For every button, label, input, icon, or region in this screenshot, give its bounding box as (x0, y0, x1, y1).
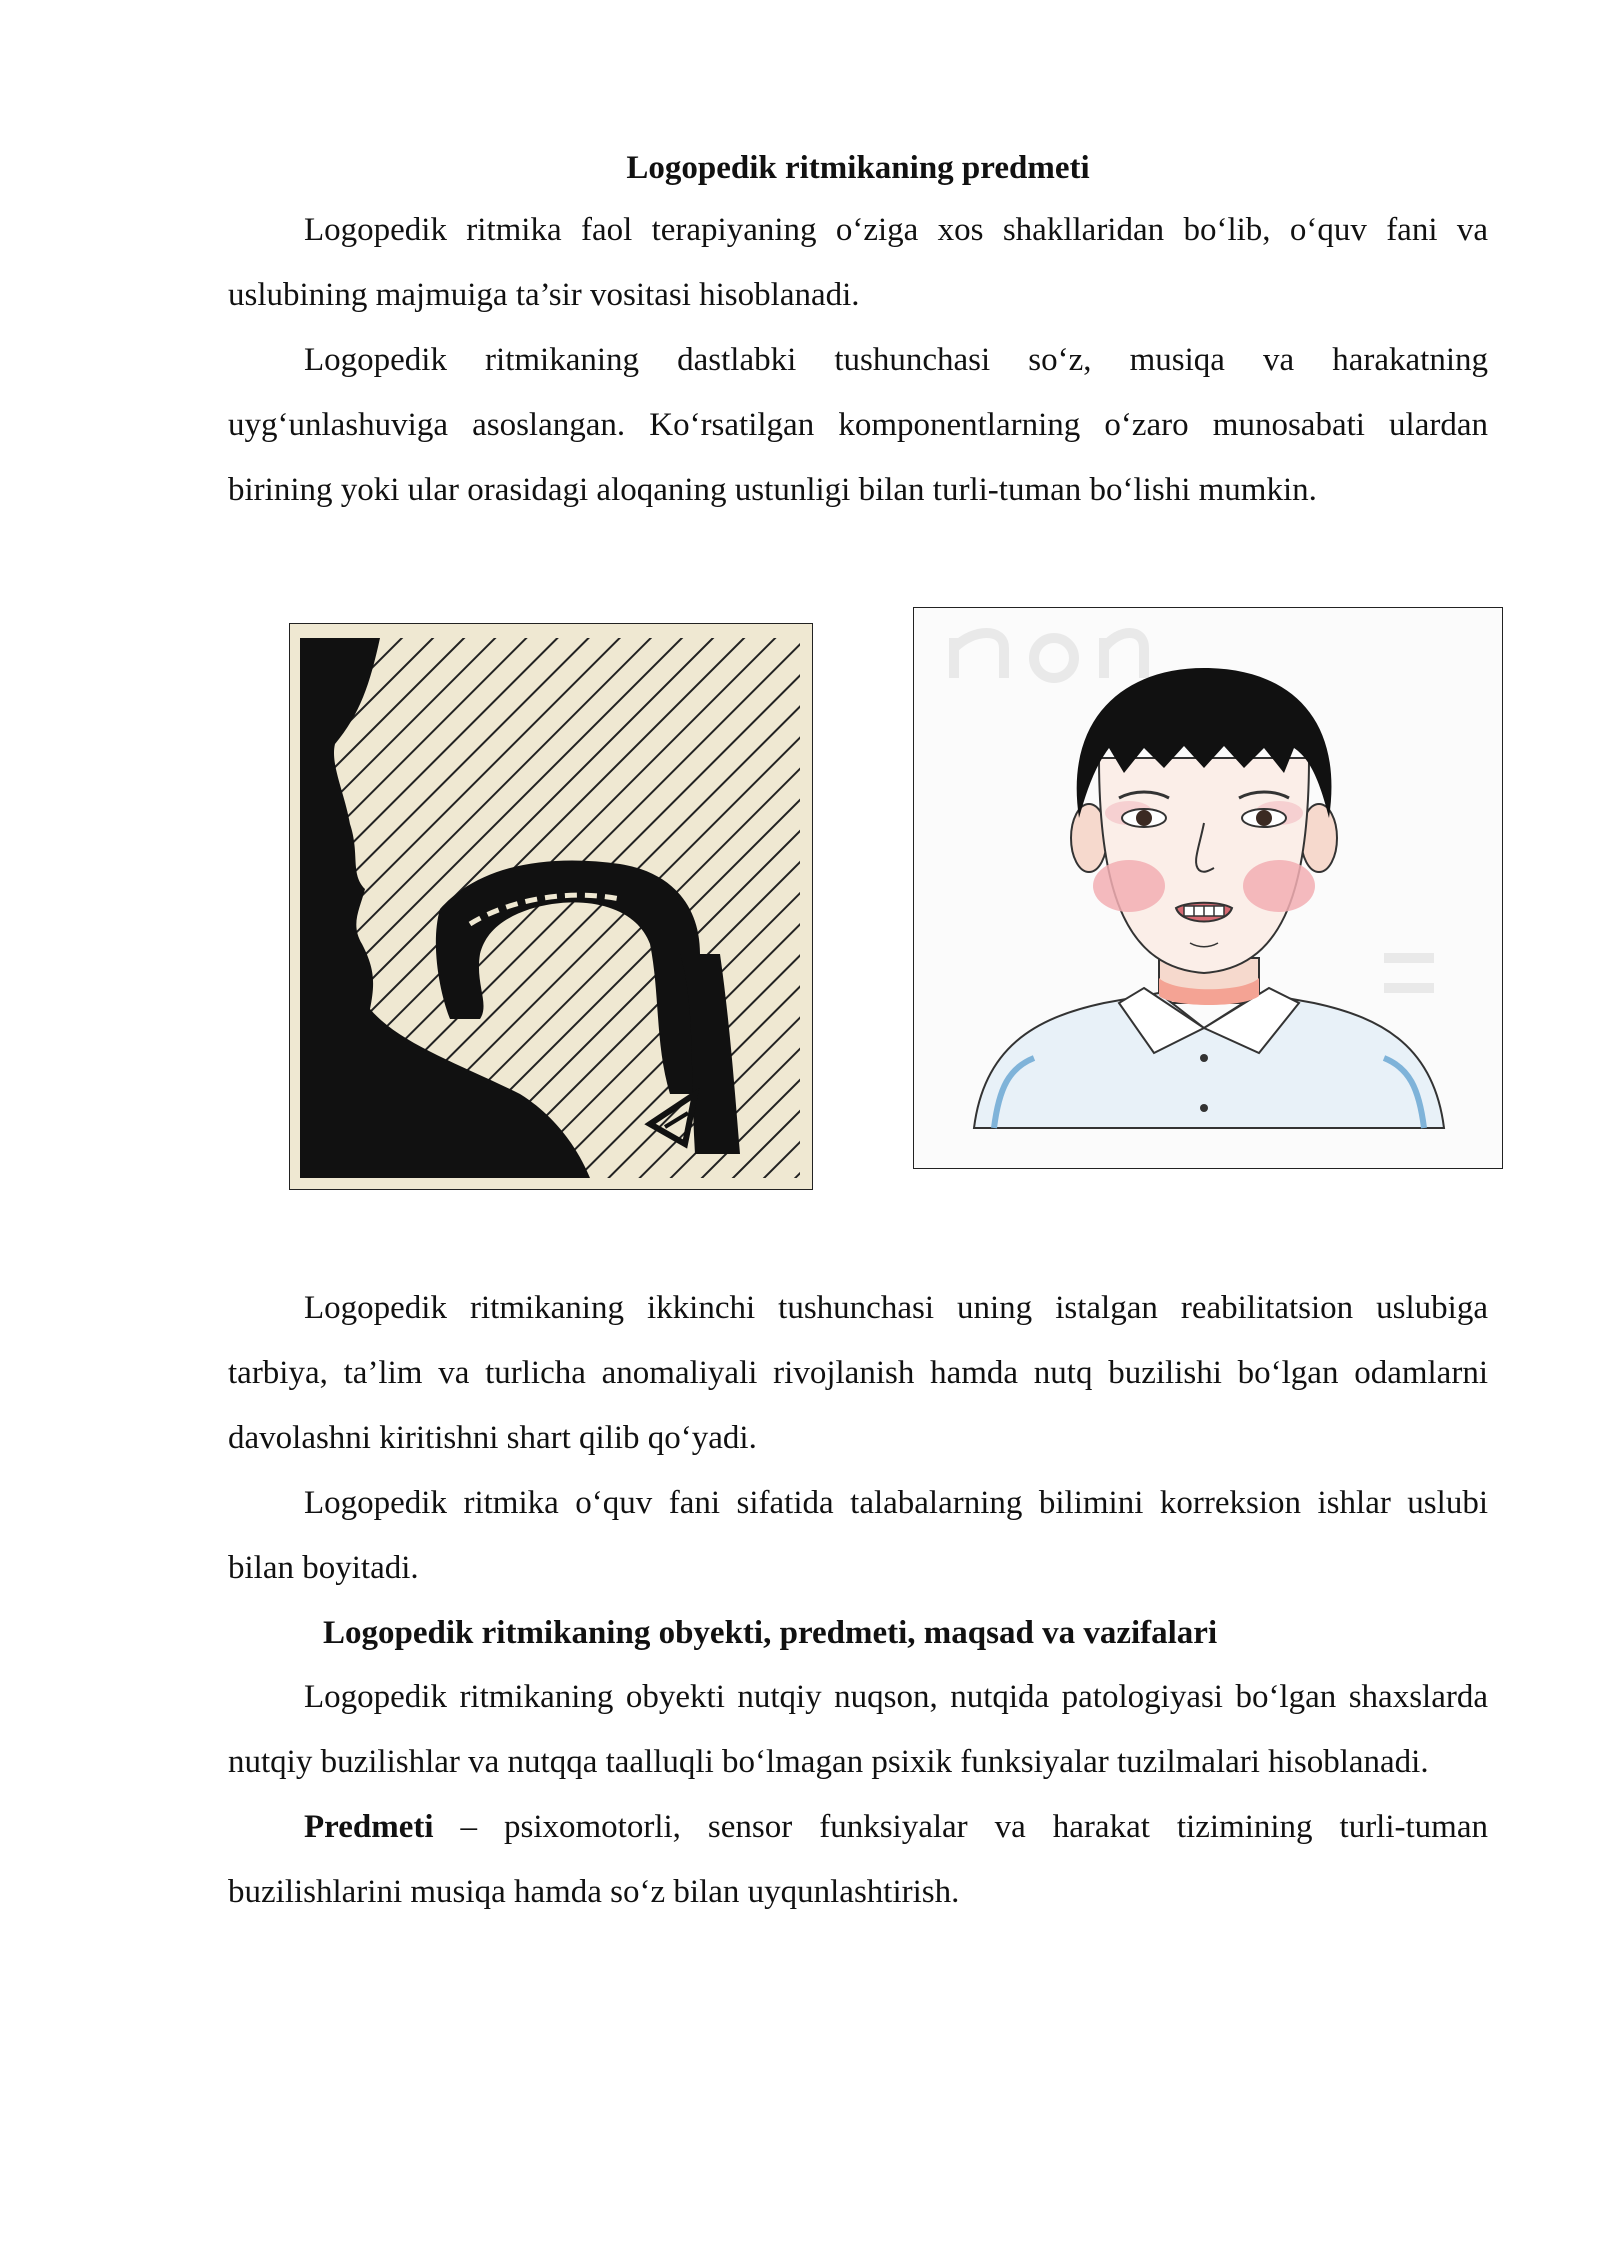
paragraph: Logopedik ritmika faol terapiyaning o‘ziga xos shakllaridan bo‘lib, o‘quv fani va uslubining majmuiga ta’sir vositasi hisoblanadi. (228, 212, 1488, 313)
paragraph: Logopedik ritmikaning obyekti nutqiy nuqson, nutqida patologiyasi bo‘lgan shaxslarda nutqiy buzilishlar va nutqqa taalluqli bo‘lmagan psixik funksiyalar tuzilmalari hisoblanadi. (228, 1679, 1488, 1780)
section-title: Logopedik ritmikaning obyekti, predmeti, maqsad va vazifalari (323, 1615, 1218, 1651)
paragraph: Logopedik ritmikaning dastlabki tushunchasi so‘z, musiqa va harakatning uyg‘unlashuviga asoslangan. Ko‘rsatilgan komponentlarning o‘zaro munosabati ulardan birining yoki ular orasidagi aloqaning ustunligi bilan turli-tuman bo‘lishi mumkin. (228, 342, 1488, 508)
section-title: Logopedik ritmikaning predmeti (626, 150, 1090, 186)
paragraph: Logopedik ritmika o‘quv fani sifatida talabalarning bilimini korreksion ishlar uslubi bilan boyitadi. (228, 1485, 1488, 1586)
subject-label: Predmeti (304, 1809, 434, 1845)
paragraph: Logopedik ritmikaning ikkinchi tushunchasi uning istalgan reabilitatsion uslubiga tarbiya, ta’lim va turlicha anomaliyali rivojlanish hamda nutq buzilishi bo‘lgan odamlarni davolashni kiritishni shart qilib qo‘yadi. (228, 1290, 1488, 1456)
articulation-profile-diagram-icon (290, 624, 812, 1189)
paragraph-subject (228, 1795, 1488, 1925)
subject-text: – psixomotorli, sensor funksiyalar va harakat tizimining turli-tuman buzilishlarini musiqa hamda so‘z bilan uyqunlashtirish. (228, 1809, 1488, 1910)
section-intro (228, 148, 1488, 523)
section-main (228, 1276, 1488, 1925)
boy-articulation-portrait-icon (914, 608, 1502, 1168)
boy-portrait-figure (913, 607, 1503, 1169)
articulation-profile-figure (289, 623, 813, 1190)
